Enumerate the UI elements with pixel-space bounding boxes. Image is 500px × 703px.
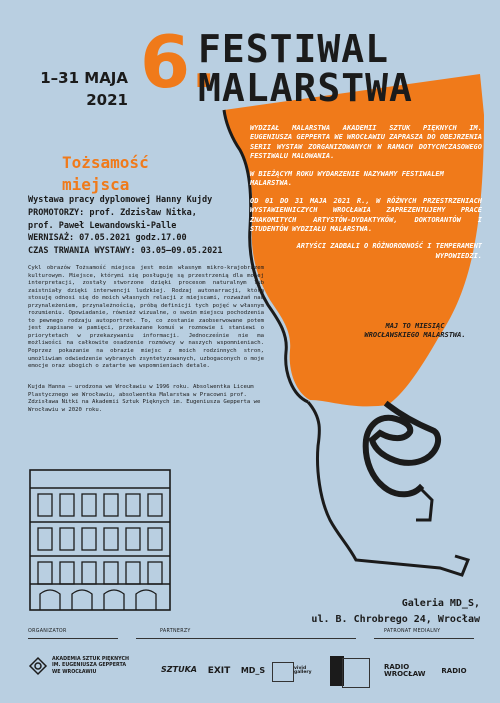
exhibition-title-line2: miejsca	[62, 175, 130, 195]
exhibition-title-line1: Tożsamość	[62, 153, 149, 172]
building-window	[38, 528, 52, 550]
artist-bio: Kujda Hanna – urodzona we Wrocławiu w 1996 roku. Absolwentka Liceum Plastycznego we Wrocławiu, absolwentka Malarstwa w Pracowni prof. Zdzisława Nitki na Akademii Sztuk Pięknych im. Eugeniusza Gepperta we Wrocławiu w 2020 roku.	[28, 384, 261, 413]
vernissage-info: WERNISAŻ: 07.05.2021 godz.17.00	[28, 233, 187, 244]
partner-box-logo	[272, 662, 294, 682]
partner-exit-logo: EXIT	[207, 665, 231, 676]
building-window	[148, 528, 162, 550]
venue-address	[280, 596, 480, 628]
building-arch-door	[104, 590, 124, 610]
media-radio-wroclaw-logo: RADIO WROCŁAW	[384, 663, 426, 678]
asp-name-line2: IM. EUGENIUSZA GEPPERTA	[52, 663, 127, 669]
building-window	[126, 494, 140, 516]
partner-vivid-logo: vivid gallery	[294, 665, 312, 675]
asp-logo-icon	[28, 656, 48, 676]
building-window	[60, 528, 74, 550]
building-window	[104, 494, 118, 516]
festival-motto: MAJ TO MIESIĄC WROCŁAWSKIEGO MALARSTWA.	[364, 322, 466, 340]
building-arch-door	[40, 590, 60, 610]
festival-intro: WYDZIAŁ MALARSTWA AKADEMII SZTUK PIĘKNYCH IM. EUGENIUSZA GEPPERTA WE WROCŁAWIU ZAPRASZA DO OBEJRZENIA SERII WYSTAW ZORGANIZOWANYCH W RAMACH DOTYCHCZASOWEGO FESTIWALU MALOWANIA.	[250, 124, 482, 161]
promoters-line2: prof. Paweł Lewandowski-Palle	[28, 220, 177, 231]
festival-dates	[28, 68, 128, 112]
footer-divider-organizer	[28, 638, 118, 639]
asp-name	[52, 657, 129, 676]
festival-title-line2: MALARSTWA	[198, 65, 413, 110]
media-label: PATRONAT MEDIALNY	[384, 629, 441, 634]
partners-label: PARTNERZY	[160, 629, 191, 634]
building-window	[60, 562, 74, 584]
building-window	[82, 562, 96, 584]
partner-sztuka-logo: SZTUKA	[161, 665, 197, 674]
media-radio-logo: RADIO	[441, 666, 467, 675]
building-window	[104, 528, 118, 550]
building-window	[148, 494, 162, 516]
exhibition-title	[62, 152, 149, 197]
building-window	[126, 562, 140, 584]
festival-description	[250, 124, 482, 269]
promoters-line1: PROMOTORZY: prof. Zdzisław Nitka,	[28, 207, 197, 218]
partner-mds-logo: MD_S	[240, 666, 266, 675]
building-window	[126, 528, 140, 550]
festival-title-line1: FESTIWAL	[198, 27, 390, 71]
edition-number: 6.	[140, 20, 218, 104]
dates-range: 1–31 MAJA	[40, 69, 128, 87]
building-window	[82, 494, 96, 516]
building-arch-door	[136, 590, 156, 610]
footer-divider-media	[374, 638, 474, 639]
venue-street: ul. B. Chrobrego 24, Wrocław	[311, 614, 480, 625]
exhibition-description: Cykl obrazów Tożsamość miejsca jest moim własnym mikro-krajobrazem kulturowym. Miejsce, którymi się posługuję są przestrzenią dla mojej interpretacji, zostały stworzone dzięki procesom naturalnym lub zaistniały dzięki interwencji ludzkiej. Rodzaj autonarracji, którą stosuję odnosi się do moich własnych relacji z miejscami, rozważań nad przynależeniem, przynależnością, próbą definicji tych pojęć w własnym rozumieniu. Opowiadanie, również wizualne, o swoim miejscu pochodzenia to pewnego rodzaju autoportret. To, co zostanie zaobserwowane potem jest zapisane w pamięci, przekazane komuś w rozmowie i staniewi o priorytetach w przekazywaniu informacji. Jednocześnie nie ma możliwości na całkowite osadzenie rozmówcy w naszych wspomnieniach. Poprzez pokazanie na obrazie miejsc z moich rodzinnych stron, umożliwiam odwiedzenie wybranych zsyntetyzowanych, uzbogaconych o moje emocje oraz ubogich o zatarte we wspomnieniach detale.	[28, 265, 264, 370]
building-window	[104, 562, 118, 584]
partner-emblem-logo	[342, 658, 370, 688]
black-hook-stroke	[366, 405, 438, 494]
exhibition-subtitle: Wystawa pracy dyplomowej Hanny Kujdy	[28, 195, 213, 205]
footer-divider-partners	[136, 638, 356, 639]
building-window	[60, 494, 74, 516]
building-window	[38, 494, 52, 516]
festival-title	[198, 27, 413, 110]
organizer-label: ORGANIZATOR	[28, 629, 67, 634]
building-window	[148, 562, 162, 584]
festival-rename-note: W BIEŻĄCYM ROKU WYDARZENIE NAZYWAMY FESTIWALEM MALARSTWA.	[250, 169, 444, 188]
exhibition-details	[28, 194, 258, 258]
building-window	[82, 528, 96, 550]
dates-year: 2021	[86, 90, 128, 109]
festival-schedule-note: OD 01 DO 31 MAJA 2021 R., W RÓŻNYCH PRZESTRZENIACH WYSTAWIENNICZYCH WROCŁAWIA ZAPREZENTUJEMY PRACE ZNAKOMITYCH ARTYSTÓW-DYDAKTYKÓW, DOKTORANTÓW I STUDENTÓW WYDZIAŁU MALARSTWA.	[250, 196, 482, 233]
venue-name: Galeria MD_S,	[401, 598, 480, 609]
building-arch-door	[72, 590, 92, 610]
duration-info: CZAS TRWANIA WYSTAWY: 03.05–09.05.2021	[28, 246, 223, 256]
building-window	[38, 562, 52, 584]
asp-name-line1: AKADEMIA SZTUK PIĘKNYCH	[52, 657, 129, 662]
festival-artists-note: ARTYŚCI ZADBALI O RÓŻNORODNOŚĆ I TEMPERAMENT WYPOWIEDZI.	[296, 242, 482, 260]
building-illustration	[26, 466, 176, 616]
asp-name-line3: WE WROCŁAWIU	[52, 669, 97, 675]
